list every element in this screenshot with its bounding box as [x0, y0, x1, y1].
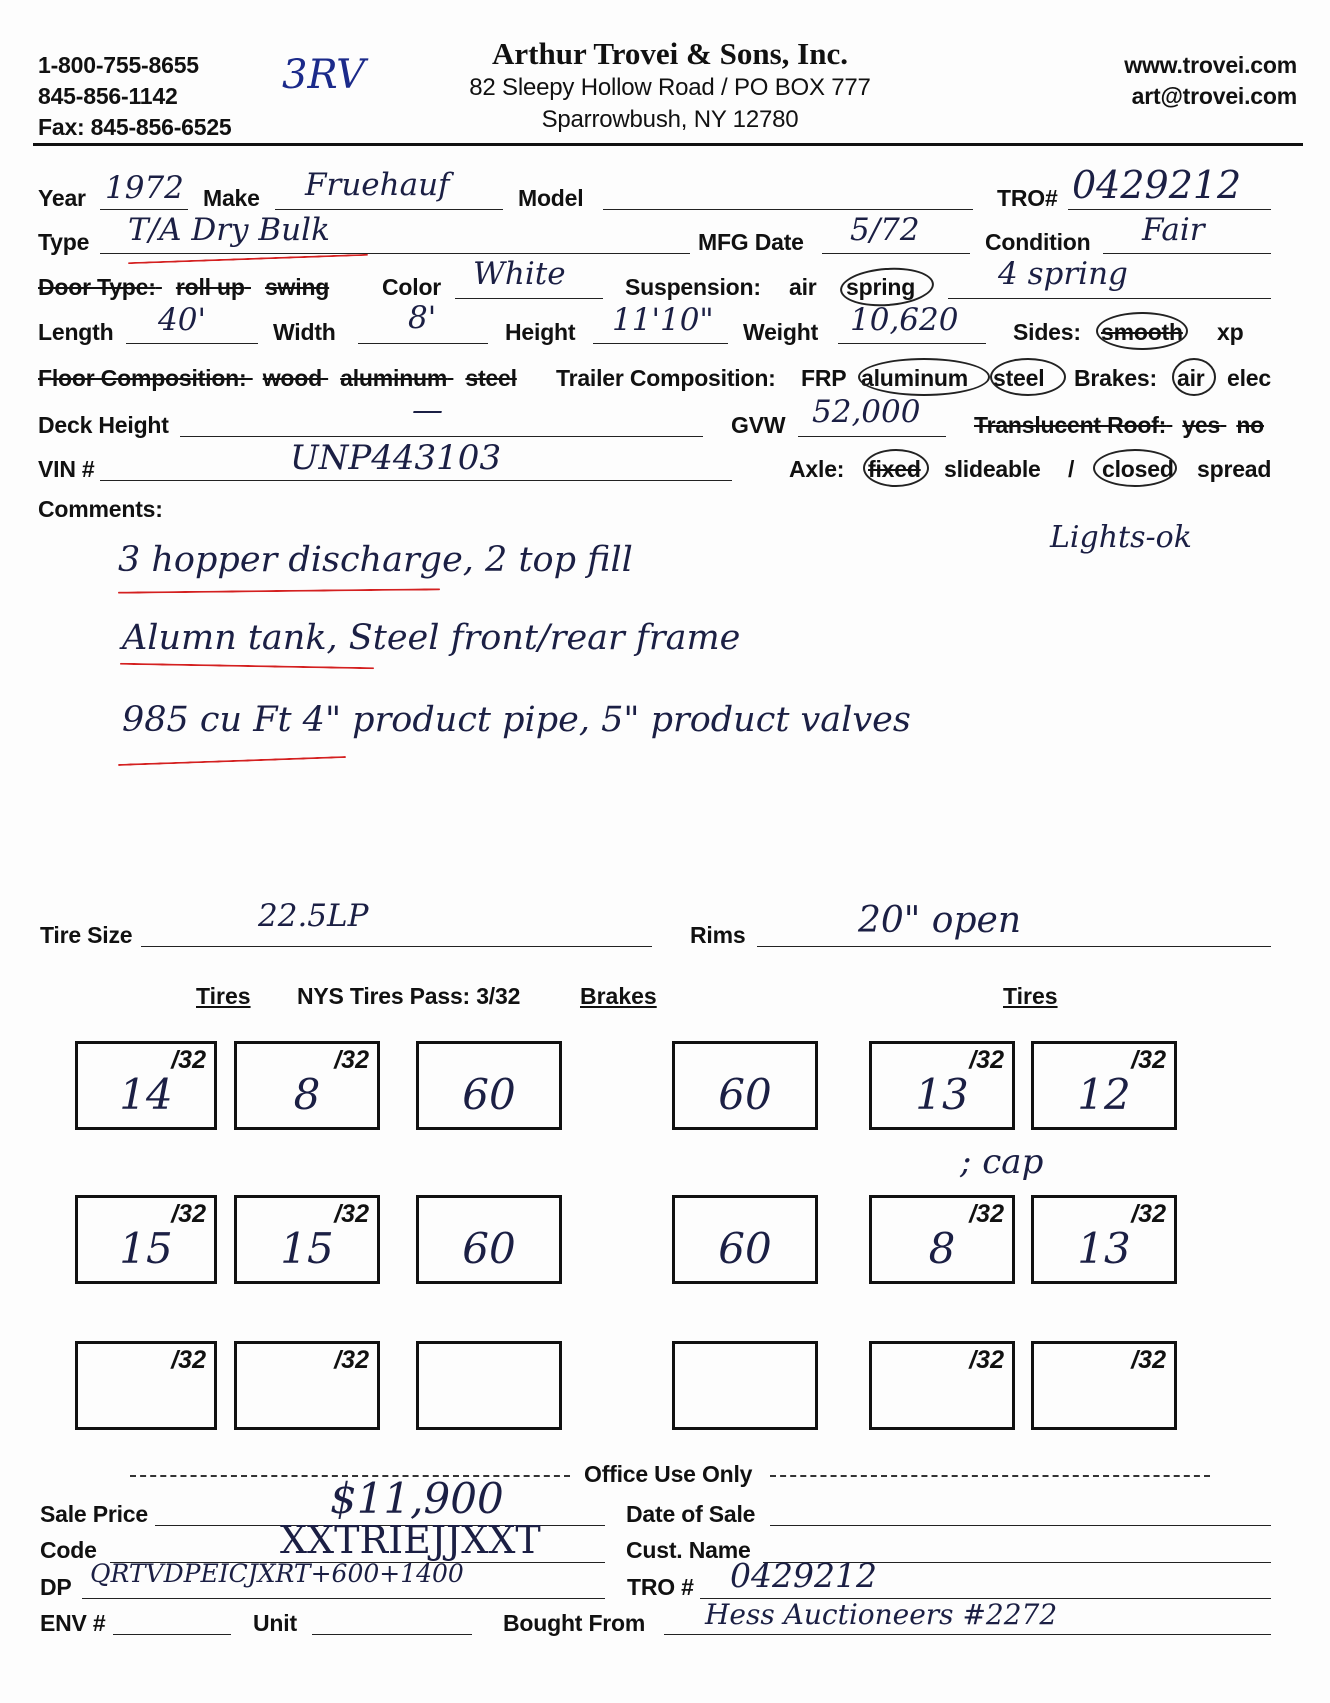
sale-price-value: $11,900	[330, 1474, 504, 1523]
axle-label: Axle:	[789, 456, 845, 482]
make-label: Make	[203, 185, 260, 211]
date-of-sale-label: Date of Sale	[626, 1501, 756, 1527]
width-value: 8'	[408, 300, 437, 336]
tire-right-outer-box-row-3	[1031, 1341, 1177, 1430]
tread-denominator: /32	[969, 1346, 1004, 1374]
tire-size-label: Tire Size	[40, 922, 133, 948]
translucent-roof-text: Translucent Roof:	[974, 412, 1167, 438]
office-use-label: Office Use Only	[584, 1461, 753, 1487]
suspension-air-option: air	[789, 274, 817, 300]
tread-depth-value: 8	[293, 1070, 321, 1119]
height-value: 11'10"	[612, 302, 714, 338]
env-label: ENV #	[40, 1610, 106, 1636]
tread-depth-value: 13	[915, 1070, 969, 1119]
brakes-column-header: Brakes	[580, 983, 657, 1009]
brake-right-box-row-2	[672, 1195, 818, 1284]
tire-right-inner-box-row-2	[869, 1195, 1015, 1284]
sale-price-label: Sale Price	[40, 1501, 148, 1527]
year-value: 1972	[105, 170, 184, 206]
tire-left-outer-box-row-3	[75, 1341, 217, 1430]
deck-height-value: —	[412, 392, 443, 428]
door-type-text: Door Type:	[38, 274, 156, 300]
suspension-spring-option: spring	[846, 274, 916, 300]
tread-denominator: /32	[334, 1046, 369, 1074]
dp-value: QRTVDPEICJXRT+600+1400	[90, 1559, 464, 1588]
height-label: Height	[505, 319, 576, 345]
smooth-circle	[1096, 312, 1188, 350]
company-address-2: Sparrowbush, NY 12780	[541, 106, 799, 133]
code-value: XXTRIEJJXXT	[280, 1518, 541, 1562]
tire-size-value: 22.5LP	[258, 898, 369, 934]
floor-steel-option: steel	[465, 365, 517, 391]
fixed-circle	[863, 449, 929, 487]
bought-from-label: Bought From	[503, 1610, 646, 1636]
tire-left-inner-box-row-2	[234, 1195, 380, 1284]
brake-right-box-row-3	[672, 1341, 818, 1430]
brake-left-box-row-3	[416, 1341, 562, 1430]
company-name: Arthur Trovei & Sons, Inc.	[492, 36, 848, 71]
tread-denominator: /32	[334, 1200, 369, 1228]
nys-tires-note: NYS Tires Pass: 3/32	[297, 983, 521, 1009]
office-divider-right	[770, 1475, 1210, 1477]
cap-note: ; cap	[960, 1142, 1044, 1182]
floor-composition-label	[38, 365, 517, 392]
tread-depth-value: 14	[119, 1070, 173, 1119]
width-label: Width	[273, 319, 336, 345]
sides-label: Sides:	[1013, 319, 1081, 345]
gvw-value: 52,000	[812, 394, 921, 430]
tread-depth-value: 8	[928, 1224, 956, 1273]
tire-right-inner-box-row-3	[869, 1341, 1015, 1430]
brake-value: 60	[718, 1070, 772, 1119]
tread-denominator: /32	[1131, 1046, 1166, 1074]
tro-label: TRO#	[997, 185, 1058, 211]
brakes-air-option: air	[1177, 365, 1205, 391]
tro2-label: TRO #	[627, 1574, 694, 1600]
year-label: Year	[38, 185, 86, 211]
trailer-composition-label: Trailer Composition:	[556, 365, 776, 391]
comment-line-2: Alumn tank, Steel front/rear frame	[122, 618, 741, 658]
floor-aluminum-option: aluminum	[340, 365, 448, 391]
header-note: 3RV	[282, 52, 366, 98]
mfg-date-label: MFG Date	[698, 229, 804, 255]
door-swing-option: swing	[264, 274, 330, 300]
brakes-elec-option: elec	[1227, 365, 1271, 391]
door-roll-up-option: roll up	[175, 274, 245, 300]
phone-1: 1-800-755-8655	[38, 52, 199, 78]
tires-right-header: Tires	[1003, 983, 1058, 1009]
length-label: Length	[38, 319, 114, 345]
suspension-label: Suspension:	[625, 274, 761, 300]
email: art@trovei.com	[1131, 83, 1297, 109]
rims-value: 20" open	[858, 900, 1022, 941]
brake-value: 60	[462, 1070, 516, 1119]
trailer-frp-option: FRP	[801, 365, 847, 391]
dp-label: DP	[40, 1574, 72, 1600]
bought-from-value: Hess Auctioneers #2272	[705, 1598, 1058, 1631]
tro-value: 0429212	[1072, 163, 1242, 207]
aluminum-circle	[858, 358, 990, 396]
translucent-roof-label	[974, 412, 1264, 439]
condition-label: Condition	[985, 229, 1091, 255]
tread-denominator: /32	[969, 1046, 1004, 1074]
comment-line-1: 3 hopper discharge, 2 top fill	[118, 540, 633, 580]
tread-denominator: /32	[171, 1046, 206, 1074]
steel-circle	[990, 358, 1066, 396]
closed-circle	[1093, 449, 1177, 487]
comment-lights: Lights-ok	[1050, 520, 1192, 555]
tread-denominator: /32	[1131, 1200, 1166, 1228]
website: www.trovei.com	[1124, 52, 1297, 78]
roof-no-option: no	[1236, 412, 1265, 438]
brake-value: 60	[718, 1224, 772, 1273]
roof-yes-option: yes	[1182, 412, 1221, 438]
tire-left-inner-box-row-3	[234, 1341, 380, 1430]
header-rule	[33, 143, 1303, 146]
color-label: Color	[382, 274, 442, 300]
axle-slash: /	[1068, 456, 1075, 482]
tire-right-outer-box-row-1	[1031, 1041, 1177, 1130]
cust-name-label: Cust. Name	[626, 1537, 751, 1563]
tread-denominator: /32	[1131, 1346, 1166, 1374]
brakes-label: Brakes:	[1074, 365, 1157, 391]
tread-denominator: /32	[171, 1346, 206, 1374]
tread-depth-value: 13	[1077, 1224, 1131, 1273]
comments-label: Comments:	[38, 496, 163, 522]
tires-left-header: Tires	[196, 983, 251, 1009]
comment-1-underline	[118, 588, 440, 593]
color-value: White	[473, 256, 566, 292]
suspension-note: 4 spring	[998, 256, 1128, 292]
brakes-air-circle	[1172, 358, 1216, 396]
condition-value: Fair	[1142, 212, 1205, 248]
comment-3-underline	[118, 756, 346, 766]
deck-height-label: Deck Height	[38, 412, 169, 438]
floor-wood-option: wood	[262, 365, 322, 391]
vin-label: VIN #	[38, 456, 95, 482]
weight-label: Weight	[743, 319, 819, 345]
comment-2-underline	[120, 663, 374, 669]
tire-left-outer-box-row-1	[75, 1041, 217, 1130]
type-value: T/A Dry Bulk	[128, 212, 330, 248]
tire-left-inner-box-row-1	[234, 1041, 380, 1130]
unit-label: Unit	[253, 1610, 297, 1636]
tread-depth-value: 15	[119, 1224, 173, 1273]
brake-right-box-row-1	[672, 1041, 818, 1130]
gvw-label: GVW	[731, 412, 786, 438]
sides-xp-option: xp	[1217, 319, 1244, 345]
tro2-value: 0429212	[730, 1556, 877, 1595]
trailer-steel-option: steel	[993, 365, 1045, 391]
axle-slideable-option: slideable	[944, 456, 1041, 482]
vin-value: UNP443103	[290, 438, 502, 478]
trailer-aluminum-option: aluminum	[861, 365, 969, 391]
tread-denominator: /32	[334, 1346, 369, 1374]
tire-right-outer-box-row-2	[1031, 1195, 1177, 1284]
weight-value: 10,620	[850, 302, 959, 338]
comment-line-3: 985 cu Ft 4" product pipe, 5" product valves	[122, 700, 911, 740]
length-value: 40'	[158, 302, 206, 338]
brake-left-box-row-2	[416, 1195, 562, 1284]
floor-comp-text: Floor Composition:	[38, 365, 247, 391]
tread-depth-value: 15	[280, 1224, 334, 1273]
company-address-1: 82 Sleepy Hollow Road / PO BOX 777	[469, 74, 871, 101]
model-label: Model	[518, 185, 584, 211]
axle-spread-option: spread	[1197, 456, 1272, 482]
type-label: Type	[38, 229, 90, 255]
sides-smooth-option: smooth	[1101, 319, 1183, 345]
make-value: Fruehauf	[305, 167, 450, 203]
code-label: Code	[40, 1537, 97, 1563]
phone-2: 845-856-1142	[38, 83, 178, 109]
tire-left-outer-box-row-2	[75, 1195, 217, 1284]
brake-value: 60	[462, 1224, 516, 1273]
tread-denominator: /32	[969, 1200, 1004, 1228]
door-type-label	[38, 274, 329, 301]
tread-depth-value: 12	[1077, 1070, 1131, 1119]
rims-label: Rims	[690, 922, 746, 948]
brake-left-box-row-1	[416, 1041, 562, 1130]
tire-right-inner-box-row-1	[869, 1041, 1015, 1130]
fax-number: Fax: 845-856-6525	[38, 114, 232, 140]
tread-denominator: /32	[171, 1200, 206, 1228]
mfg-date-value: 5/72	[850, 212, 920, 248]
type-underline	[128, 254, 368, 264]
axle-fixed-option: fixed	[868, 456, 921, 482]
axle-closed-option: closed	[1102, 456, 1174, 482]
